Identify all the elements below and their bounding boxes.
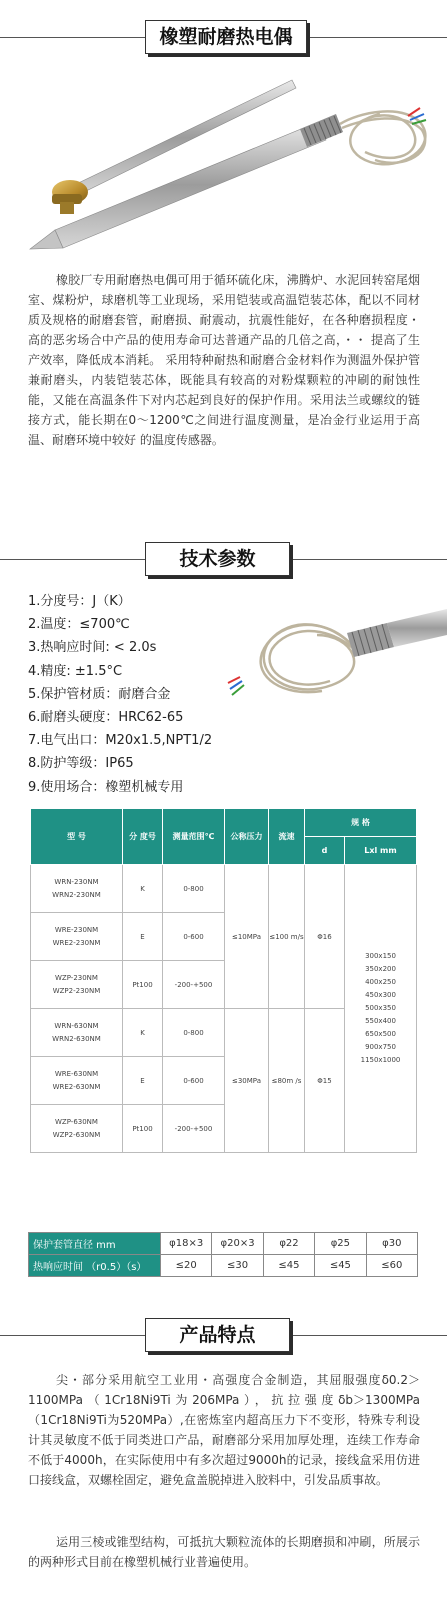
grad-cell: K xyxy=(123,1009,163,1057)
page-title: 橡塑耐磨热电偶 xyxy=(145,20,307,54)
feature-paragraph: 运用三棱或锥型结构，可抵抗大颗粒流体的长期磨损和冲刷，所展示的两种形式目前在橡塑机械行业普遍使用。 xyxy=(28,1535,420,1569)
col-d: d xyxy=(305,837,345,865)
col-pressure: 公称压力 xyxy=(225,809,269,865)
product-photo-main xyxy=(0,52,447,257)
braided-cable xyxy=(261,624,354,692)
response-cell: ≤30 xyxy=(212,1255,263,1277)
flow-cell: ≤100 m/s xyxy=(269,865,305,1009)
range-cell: 0-600 xyxy=(163,913,225,961)
section-title-feature: 产品特点 xyxy=(145,1318,290,1352)
grad-cell: E xyxy=(123,1057,163,1105)
spec-item: 7.电气出口：M20x1.5,NPT1/2 xyxy=(28,733,213,749)
pressure-cell: ≤10MPa xyxy=(225,865,269,1009)
grad-cell: K xyxy=(123,865,163,913)
d-cell: Φ16 xyxy=(305,865,345,1009)
range-cell: 0-600 xyxy=(163,1057,225,1105)
grad-cell: Pt100 xyxy=(123,961,163,1009)
section-title-tech: 技术参数 xyxy=(145,542,290,576)
table-row xyxy=(31,865,417,913)
spec-item: 4.精度: ±1.5°C xyxy=(28,663,123,679)
length-cell: 300x150 350x200 400x250 450x300 500x350 550x400 650x500 900x750 1150x1000 xyxy=(345,865,417,1153)
flow-cell: ≤80m /s xyxy=(269,1009,305,1153)
section-header-tech xyxy=(0,540,447,580)
range-cell: -200-+500 xyxy=(163,961,225,1009)
col-range: 测量范围℃ xyxy=(163,809,225,865)
pressure-cell: ≤30MPa xyxy=(225,1009,269,1153)
response-cell: ≤45 xyxy=(263,1255,314,1277)
diameter-cell: φ30 xyxy=(366,1233,417,1255)
grad-cell: E xyxy=(123,913,163,961)
model-cell: WZP-630NM WZP2-630NM xyxy=(31,1105,123,1153)
col-lxl: Lxl mm xyxy=(345,837,417,865)
diameter-cell: φ22 xyxy=(263,1233,314,1255)
cable-wire-ends xyxy=(228,677,244,695)
grad-cell: Pt100 xyxy=(123,1105,163,1153)
diameter-label: 保护套管直径 mm xyxy=(29,1233,161,1255)
spec-item: 3.热响应时间: < 2.0s xyxy=(28,640,157,656)
spec-item: 8.防护等级：IP65 xyxy=(28,756,134,772)
spec-item: 5.保护管材质：耐磨合金 xyxy=(28,686,171,702)
d-cell: Φ15 xyxy=(305,1009,345,1153)
table-row xyxy=(29,1233,418,1255)
range-cell: 0-800 xyxy=(163,1009,225,1057)
range-cell: 0-800 xyxy=(163,865,225,913)
product-photo-secondary xyxy=(222,605,447,720)
spec-item: 2.温度：≤700℃ xyxy=(28,617,130,633)
threaded-fitting xyxy=(347,609,447,657)
diameter-cell: φ25 xyxy=(315,1233,366,1255)
response-cell: ≤20 xyxy=(161,1255,212,1277)
intro-paragraph: 橡胶厂专用耐磨热电偶可用于循环硫化床，沸腾炉、水泥回转窑尾烟室、煤粉炉，球磨机等工业现场，采用铠装或高温铠装芯体，配以不同材质及规格的耐磨套管，耐磨损、耐震动，抗震性能好，在各种磨损程度・高的恶劣场合中产品的使用寿命可达普通产品的几倍之高，・・ 提高了生产效率，降低成本消耗。 采用特种耐热和耐磨合金材料作为测温外保护管兼耐磨头，内装铠装芯体，既能具有较高的对粉煤颗粒的冲刷的耐蚀性能，又能在高温条件下对内芯起到良好的保护作用。采用法兰或螺纹的链接方式，能长期在0～1200℃之间进行温度测量，是冶金行业运用于高温、耐磨环境中较好 的温度传感器。 xyxy=(28,273,420,447)
model-cell: WRN-230NM WRN2-230NM xyxy=(31,865,123,913)
section-header-feature xyxy=(0,1316,447,1356)
col-spec: 规 格 xyxy=(305,809,417,837)
spec-item: 9.使用场合：橡塑机械专用 xyxy=(28,779,184,795)
response-cell: ≤45 xyxy=(315,1255,366,1277)
response-table xyxy=(28,1232,418,1277)
col-grad: 分 度号 xyxy=(123,809,163,865)
col-model: 型 号 xyxy=(31,809,123,865)
feature-paragraph: 尖・部分采用航空工业用・高强度合金制造，其屈服强度δ0.2＞1100MPa（1Cr18Ni9Ti为206MPa），抗拉强度δb＞1300MPa（1Cr18Ni9Ti为520MPa）,在密炼室内超高压力下不变形，特殊专利设计其灵敏度不低于同类进口产品，耐磨部分采用加厚处理，连续工作寿命不低于4000h，在实际使用中有多次超过9000h的记录，接线盒采用仿进口接线盒，双螺栓固定，避免盒盖脱掉进入胶料中，引发品质事故。 xyxy=(28,1373,420,1487)
model-cell: WRE-630NM WRE2-630NM xyxy=(31,1057,123,1105)
model-table xyxy=(30,808,417,1153)
spec-item: 6.耐磨头硬度：HRC62-65 xyxy=(28,710,184,726)
model-cell: WZP-230NM WZP2-230NM xyxy=(31,961,123,1009)
table-row xyxy=(29,1255,418,1277)
range-cell: -200-+500 xyxy=(163,1105,225,1153)
response-label: 热响应时间 （r0.5）（s） xyxy=(29,1255,161,1277)
spec-item: 1.分度号：J（K） xyxy=(28,594,131,609)
diameter-cell: φ20×3 xyxy=(212,1233,263,1255)
spec-list xyxy=(28,590,212,799)
response-cell: ≤60 xyxy=(366,1255,417,1277)
diameter-cell: φ18×3 xyxy=(161,1233,212,1255)
model-cell: WRN-630NM WRN2-630NM xyxy=(31,1009,123,1057)
col-flow: 流速 xyxy=(269,809,305,865)
model-cell: WRE-230NM WRE2-230NM xyxy=(31,913,123,961)
